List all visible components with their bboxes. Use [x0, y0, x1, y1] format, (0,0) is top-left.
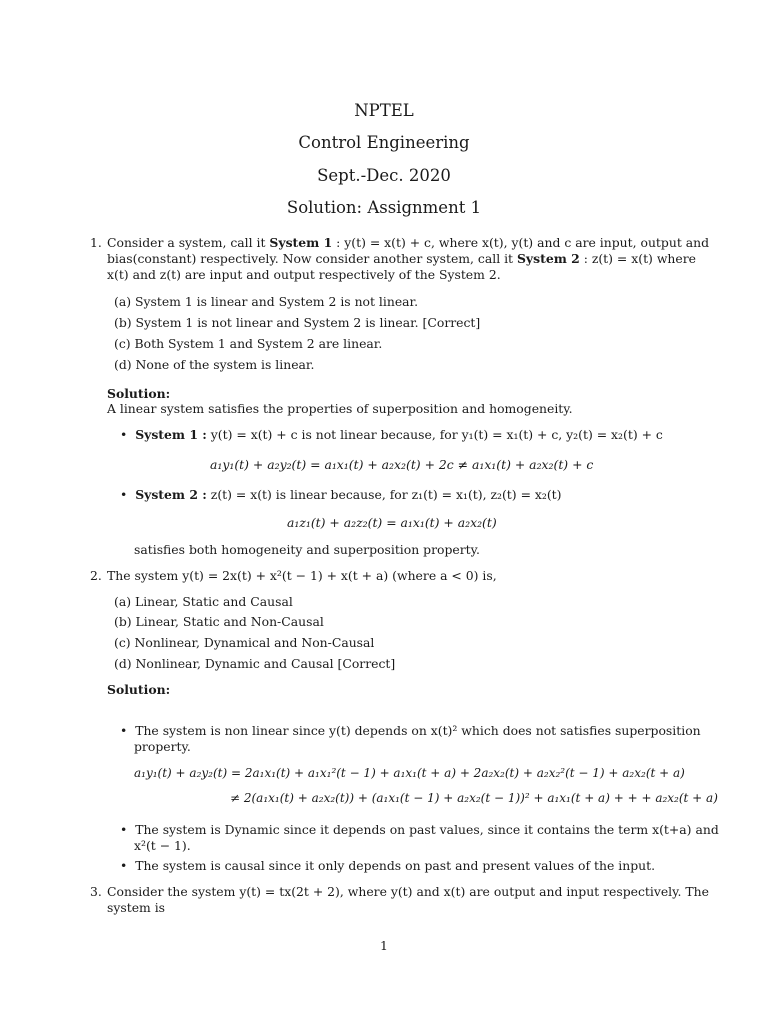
q1-solution-label — [107, 386, 170, 401]
q1-line2 — [107, 251, 696, 266]
q1-bullet2-text: z(t) = x(t) is linear because, for z₁(t) = x₁(t), z₂(t) = x₂(t) — [206, 487, 562, 502]
q2-bullet-1-line1: • The system is non linear since y(t) depends on x(t)² which does not satisfies superposition — [120, 723, 701, 738]
q2-equation-2: ≠ 2(a₁x₁(t) + a₂x₂(t)) + (a₁x₁(t − 1) + a₂x₂(t − 1))² + a₁x₁(t + a) + + + a₂x₂(t + a) — [230, 791, 718, 805]
q1-number: 1. — [90, 235, 102, 250]
q2-stem: The system y(t) = 2x(t) + x²(t − 1) + x(t + a) (where a < 0) is, — [107, 568, 497, 583]
q2-bullet-2-line2: x²(t − 1). — [134, 838, 191, 853]
q1-option-a: (a) System 1 is linear and System 2 is not linear. — [114, 294, 419, 309]
q2-bullet-2-line1: • The system is Dynamic since it depends on past values, since it contains the term x(t+a) and — [120, 822, 719, 837]
header-course: Control Engineering — [298, 133, 470, 152]
q1-line1-text-b: : y(t) = x(t) + c, where x(t), y(t) and c are input, output and — [332, 235, 710, 250]
q1-line2-text-b: : z(t) = x(t) where — [579, 251, 697, 266]
q3-line1: Consider the system y(t) = tx(2t + 2), where y(t) and x(t) are output and input respectively. The — [107, 884, 709, 899]
header-nptel: NPTEL — [354, 101, 414, 120]
q2-option-a: (a) Linear, Static and Causal — [114, 594, 293, 609]
q1-option-d: (d) None of the system is linear. — [114, 357, 315, 372]
q1-system1-bold: System 1 — [269, 235, 333, 250]
header-term: Sept.-Dec. 2020 — [317, 166, 451, 185]
q1-line1 — [107, 235, 709, 250]
q2-bullet2-text: The system is Dynamic since it depends on past values, since it contains the term x(t+a) and — [135, 822, 719, 837]
q1-solution-intro: A linear system satisfies the properties of superposition and homogeneity. — [107, 401, 573, 416]
q2-bullet1-text: The system is non linear since y(t) depends on x(t)² which does not satisfies superposition — [135, 723, 701, 738]
q2-number: 2. — [90, 568, 102, 583]
q1-bullet1-text: y(t) = x(t) + c is not linear because, for y₁(t) = x₁(t) + c, y₂(t) = x₂(t) + c — [206, 427, 663, 442]
q1-option-b: (b) System 1 is not linear and System 2 is linear. [Correct] — [114, 315, 481, 330]
q3-line2: system is — [107, 900, 166, 915]
q1-conclusion: satisfies both homogeneity and superposition property. — [134, 542, 480, 557]
q1-option-c: (c) Both System 1 and System 2 are linear. — [114, 336, 383, 351]
q1-system2-bold: System 2 — [516, 251, 580, 266]
q1-line1-text-a: Consider a system, call it — [107, 235, 270, 250]
q1-bullet2-label: System 2 : — [135, 487, 207, 502]
q2-bullet-3: • The system is causal since it only depends on past and present values of the input. — [120, 858, 656, 873]
q2-solution-label — [107, 682, 170, 697]
q2-bullet-1-line2: property. — [134, 739, 191, 754]
q1-line3: x(t) and z(t) are input and output respectively of the System 2. — [107, 267, 501, 282]
q2-option-b: (b) Linear, Static and Non-Causal — [114, 614, 324, 629]
q1-bullet-2: • System 2 : z(t) = x(t) is linear because, for z₁(t) = x₁(t), z₂(t) = x₂(t) — [120, 487, 562, 502]
q2-option-c: (c) Nonlinear, Dynamical and Non-Causal — [114, 635, 375, 650]
q2-bullet3-text: The system is causal since it only depends on past and present values of the input. — [135, 858, 656, 873]
q1-bullet-1: • System 1 : y(t) = x(t) + c is not linear because, for y₁(t) = x₁(t) + c, y₂(t) = x₂(t) + c — [120, 427, 663, 442]
q1-equation-2: a₁z₁(t) + a₂z₂(t) = a₁x₁(t) + a₂x₂(t) — [287, 515, 497, 530]
q3-number: 3. — [90, 884, 102, 899]
q1-bullet1-label: System 1 : — [135, 427, 207, 442]
q1-solution-label-text: Solution: — [107, 386, 171, 401]
header-assignment: Solution: Assignment 1 — [286, 198, 482, 217]
page-number: 1 — [380, 938, 388, 953]
q2-solution-label-text: Solution: — [107, 682, 171, 697]
q2-equation-1: a₁y₁(t) + a₂y₂(t) = 2a₁x₁(t) + a₁x₁²(t − 1) + a₁x₁(t + a) + 2a₂x₂(t) + a₂x₂²(t − 1) + a₂x₂(t + a) — [134, 766, 685, 780]
q2-option-d: (d) Nonlinear, Dynamic and Causal [Correct] — [114, 656, 396, 671]
q1-line2-text-a: bias(constant) respectively. Now consider another system, call it — [107, 251, 517, 266]
q1-equation-1: a₁y₁(t) + a₂y₂(t) = a₁x₁(t) + a₂x₂(t) + 2c ≠ a₁x₁(t) + a₂x₂(t) + c — [210, 457, 594, 472]
